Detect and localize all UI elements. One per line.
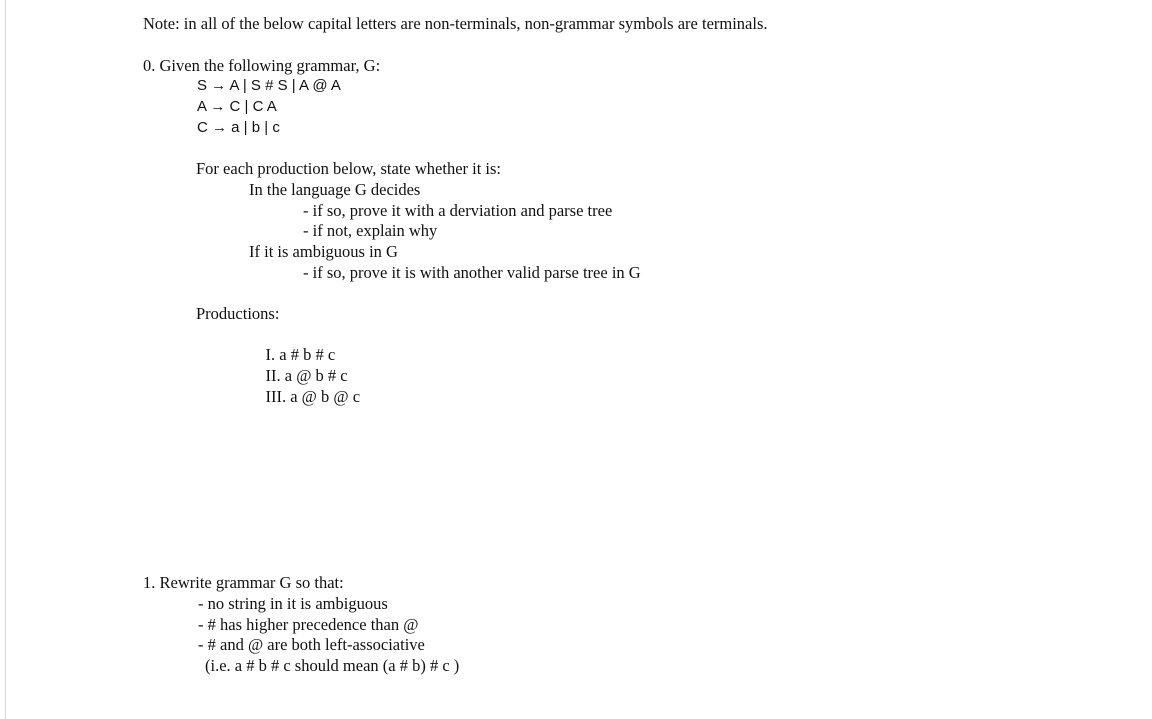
- production-1-number: I.: [265, 345, 276, 364]
- problem-1-heading: 1. Rewrite grammar G so that:: [143, 573, 344, 592]
- grammar-rule-a: A → C | C A: [197, 98, 277, 115]
- production-3-number: III.: [265, 387, 287, 406]
- instruction-ambiguous: If it is ambiguous in G: [249, 242, 398, 261]
- instruction-decides: In the language G decides: [249, 180, 421, 199]
- problem-0-heading: 0. Given the following grammar, G:: [143, 56, 381, 75]
- production-2-number: II.: [265, 366, 281, 385]
- instruction-prove-ambiguous: - if so, prove it is with another valid parse tree in G: [303, 263, 641, 282]
- production-2-body: a @ b # c: [284, 366, 348, 385]
- requirement-unambiguous: - no string in it is ambiguous: [198, 594, 388, 613]
- instruction-prove: - if so, prove it with a derviation and parse tree: [303, 201, 613, 220]
- requirement-precedence: - # has higher precedence than @: [198, 615, 419, 634]
- associativity-example: (i.e. a # b # c should mean (a # b) # c ): [205, 656, 460, 675]
- grammar-rule-s: S → A | S # S | A @ A: [197, 77, 341, 94]
- instruction-explain: - if not, explain why: [303, 221, 438, 240]
- production-1-body: a # b # c: [279, 345, 336, 364]
- note-text: Note: in all of the below capital letters are non-terminals, non-grammar symbols are terminals.: [143, 14, 768, 33]
- grammar-rule-c: C → a | b | c: [197, 119, 280, 136]
- production-3: [249, 367, 360, 427]
- instructions-intro: For each production below, state whether it is:: [196, 159, 502, 178]
- production-3-body: a @ b @ c: [290, 387, 361, 406]
- requirement-associativity: - # and @ are both left-associative: [198, 635, 425, 654]
- productions-label: Productions:: [196, 304, 280, 323]
